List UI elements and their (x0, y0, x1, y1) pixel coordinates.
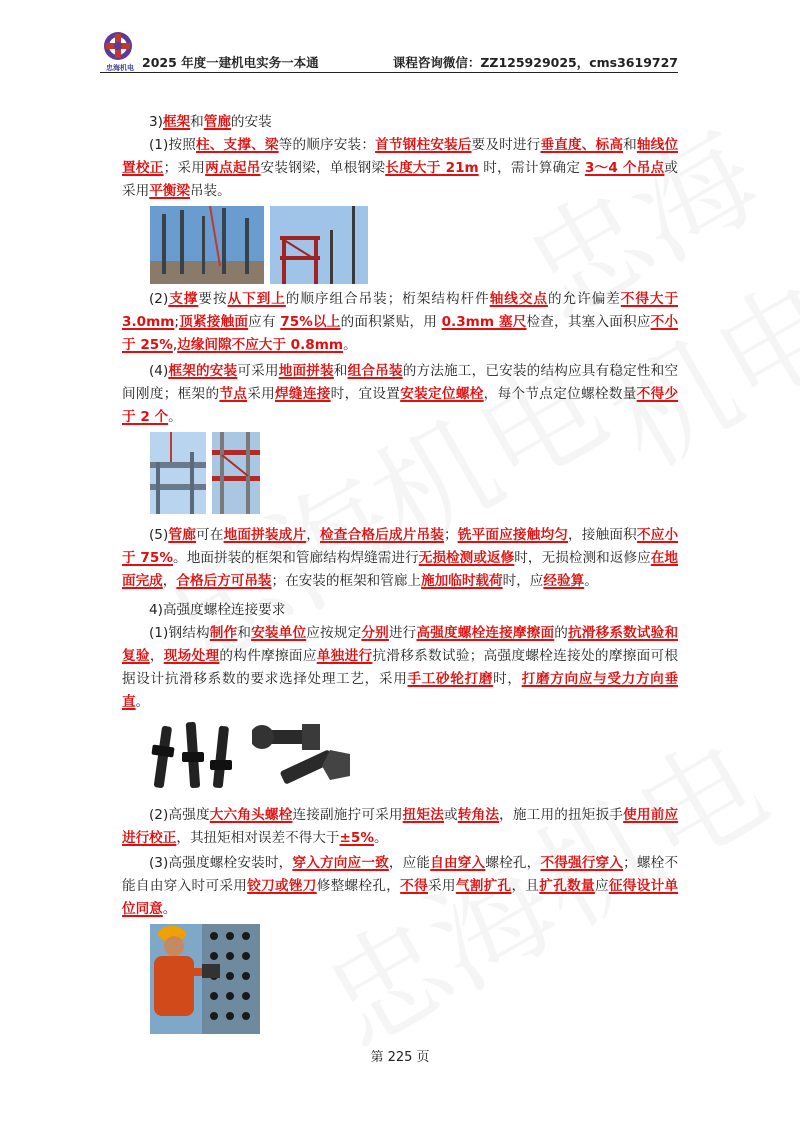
header-title: 2025 年度一建机电实务一本通 (142, 55, 319, 70)
paragraph-text: (2)高强度大六角头螺栓连接副施拧可采用扭矩法或转角法，施工用的扭矩扳手使用前应进行校正，其扭矩相对误差不得大于±5%。 (122, 807, 679, 846)
photo-steel-columns (150, 206, 264, 284)
paragraph (122, 622, 678, 714)
photo-bolts-assembled (150, 716, 242, 796)
photo-worker-tightening-bolts (150, 924, 260, 1034)
paragraph-text: (5)管廊可在地面拼装成片，检查合格后成片吊装；铣平面应接触均匀，接触面积不应小于 75%。地面拼装的框架和管廊结构焊缝需进行无损检测或返修时，无损检测和返修应在地面完成，合格后方可吊装；在安装的框架和管廊上施加临时载荷时，应经验算。 (122, 527, 679, 589)
paragraph-text: (1)钢结构制作和安装单位应按规定分别进行高强度螺栓连接摩擦面的抗滑移系数试验和复验，现场处理的构件摩擦面应单独进行抗滑移系数试验；高强度螺栓连接处的摩擦面可根据设计抗滑移系数的要求选择处理工艺，采用手工砂轮打磨时，打磨方向应与受力方向垂直。 (122, 625, 679, 710)
photo-frame-install (150, 432, 206, 514)
paragraph (122, 360, 678, 429)
page-header (100, 38, 678, 73)
page-number: 第 225 页 (370, 1050, 430, 1065)
logo-text: 忠海机电 (106, 64, 134, 72)
paragraph-text: (2)支撑要按从下到上的顺序组合吊装；桁架结构杆件轴线交点的允许偏差不得大于 3.0mm;顶紧接触面应有 75%以上的面积紧贴，用 0.3mm 塞尺检查，其塞入面积应不小于 25%,边缘间隙不应大于 0.8mm。 (122, 291, 679, 353)
header-contact: 课程咨询微信：ZZ125929025，cms3619727 (392, 55, 678, 70)
paragraph (122, 524, 678, 593)
section-4-title: 4)高强度螺栓连接要求 (149, 602, 286, 618)
paragraph (122, 852, 678, 921)
photo-steel-beams (212, 432, 260, 514)
paragraph (122, 804, 678, 850)
paragraph-text: (4)框架的安装可采用地面拼装和组合吊装的方法施工，已安装的结构应具有稳定性和空间刚度；框架的节点采用焊缝连接时，宜设置安装定位螺栓，每个节点定位螺栓数量不得少于 2 个。 (122, 363, 679, 425)
paragraph-text: (3)高强度螺栓安装时，穿入方向应一致，应能自由穿入螺栓孔，不得强行穿入；螺栓不能自由穿入时可采用铰刀或锉刀修整螺栓孔，不得采用气割扩孔，且扩孔数量应征得设计单位同意。 (122, 855, 679, 917)
section-3-title: 3)框架和管廊的安装 (149, 114, 272, 130)
paragraph-text: (1)按照柱、支撑、梁等的顺序安装：首节钢柱安装后要及时进行垂直度、标高和轴线位置校正；采用两点起吊安装钢梁，单根钢梁长度大于 21m 时，需计算确定 3～4 个吊点或采用平衡梁吊装。 (122, 137, 679, 199)
photo-steel-frame (270, 206, 368, 284)
photo-high-strength-bolt (252, 716, 354, 796)
paragraph (122, 288, 678, 357)
paragraph (122, 134, 678, 203)
